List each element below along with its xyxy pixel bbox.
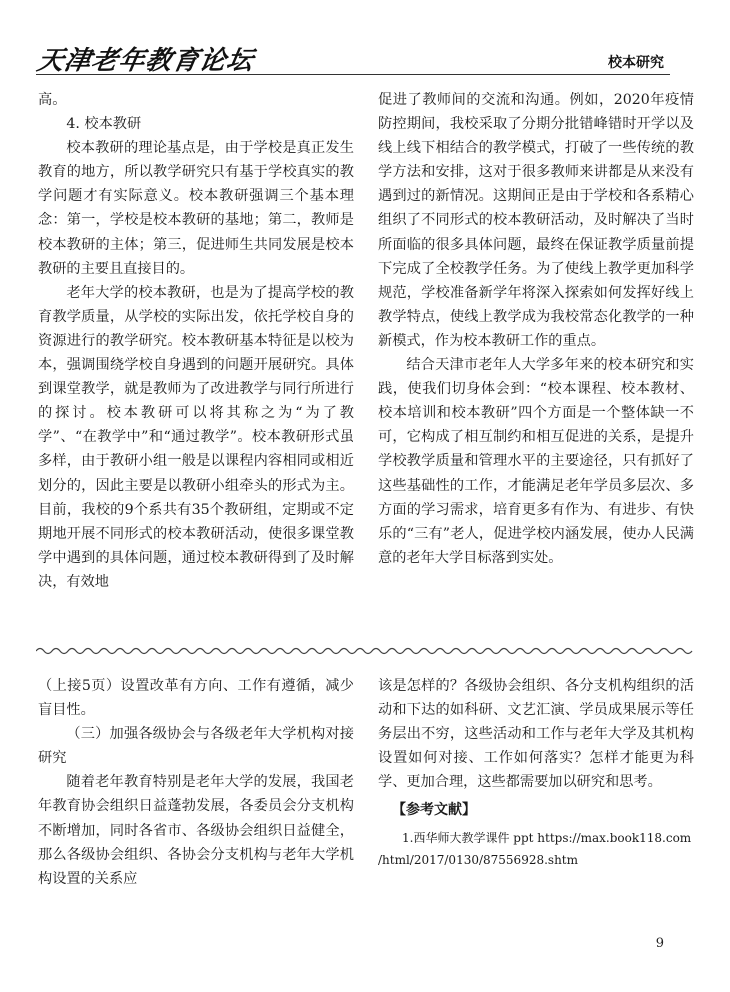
journal-logo: 天津老年教育论坛 bbox=[34, 46, 257, 76]
paragraph: 随着老年教育特别是老年大学的发展，我国老年教育协会组织日益蓬勃发展，各委员会分支机构不断增加，同时各省市、各级协会组织日益健全，那么各级协会组织、各协会分支机构与老年大学机构设置的关系应 bbox=[38, 774, 354, 887]
paragraph: 促进了教师间的交流和沟通。例如，2020年疫情防控期间，我校采取了分期分批错峰错时开学以及线上线下相结合的教学模式，打破了一些传统的教学方法和安排，这对于很多教师来讲都是从来没有遇到过的新情况。这期间正是由于学校和各系精心组织了不同形式的校本教研活动，及时解决了当时所面临的很多具体问题，最终在保证教学质量前提下完成了全校教学任务。为了使线上教学更加科学规范，学校准备新学年将深入探索如何发挥好线上教学特点，使线上教学成为我校常态化教学的一种新模式，作为校本教研工作的重点。 bbox=[378, 92, 694, 349]
bottom-left-column bbox=[38, 674, 354, 891]
page-header bbox=[0, 0, 730, 80]
paragraph: 该是怎样的？各级协会组织、各分支机构组织的活动和下达的如科研、文艺汇演、学员成果展示等任务层出不穷，这些活动和工作与老年大学及其机构设置如何对接、工作如何落实？怎样才能更为科学、更加合理，这些都需要加以研究和思考。 bbox=[378, 678, 694, 791]
paragraph: （上接5页）设置改革有方向、工作有遵循，减少盲目性。 bbox=[38, 678, 354, 719]
section-heading: （三）加强各级协会与各级老年大学机构对接研究 bbox=[38, 726, 354, 767]
paragraph: 老年大学的校本教研，也是为了提高学校的教育教学质量，从学校的实际出发，依托学校自身的资源进行的教学研究。校本教研基本特征是以校为本，强调围绕学校自身遇到的问题开展研究。具体到课堂教学，就是教师为了改进教学与同行所进行的探讨。校本教研可以将其称之为“为了教学”、“在教学中”和“通过教学”。校本教研形式虽多样，由于教研小组一般是以课程内容相同或相近划分的，因此主要是以教研小组牵头的形式为主。目前，我校的9个系共有35个教研组，定期或不定期地开展不同形式的校本教研活动，使很多课堂教学中遇到的具体问题，通过校本教研得到了及时解决，有效地 bbox=[38, 284, 354, 590]
paragraph: 结合天津市老年人大学多年来的校本研究和实践，使我们切身体会到：“校本课程、校本教材、校本培训和校本教研”四个方面是一个整体缺一不可，它构成了相互制约和相互促进的关系，是提升学校教学质量和管理水平的主要途径，只有抓好了这些基础性的工作，才能满足老年学员多层次、多方面的学习需求，培育更多有作为、有进步、有快乐的“三有”老人，促进学校内涵发展，使办人民满意的老年大学目标落到实处。 bbox=[378, 357, 694, 566]
wavy-divider bbox=[36, 646, 696, 656]
reference-item: 1.西华师大教学课件 ppt https://max.book118.com /html/2017/0130/87556928.shtm bbox=[378, 830, 692, 867]
bottom-right-column bbox=[378, 674, 694, 871]
section-heading: 4. 校本教研 bbox=[66, 116, 142, 133]
section-label: 校本研究 bbox=[608, 55, 664, 71]
top-left-column bbox=[38, 88, 354, 594]
paragraph: 校本教研的理论基点是，由于学校是真正发生教育的地方，所以教学研究只有基于学校真实的教学问题才有实际意义。校本教研强调三个基本理念：第一，学校是校本教研的基地；第二，教师是校本教研的主体；第三，促进师生共同发展是校本教研的主要且直接目的。 bbox=[38, 140, 354, 277]
top-right-column bbox=[378, 88, 694, 570]
paragraph: 高。 bbox=[38, 92, 67, 108]
header-rule bbox=[36, 74, 670, 75]
references-heading: 【参考文献】 bbox=[392, 802, 476, 819]
page-number: 9 bbox=[655, 936, 664, 951]
